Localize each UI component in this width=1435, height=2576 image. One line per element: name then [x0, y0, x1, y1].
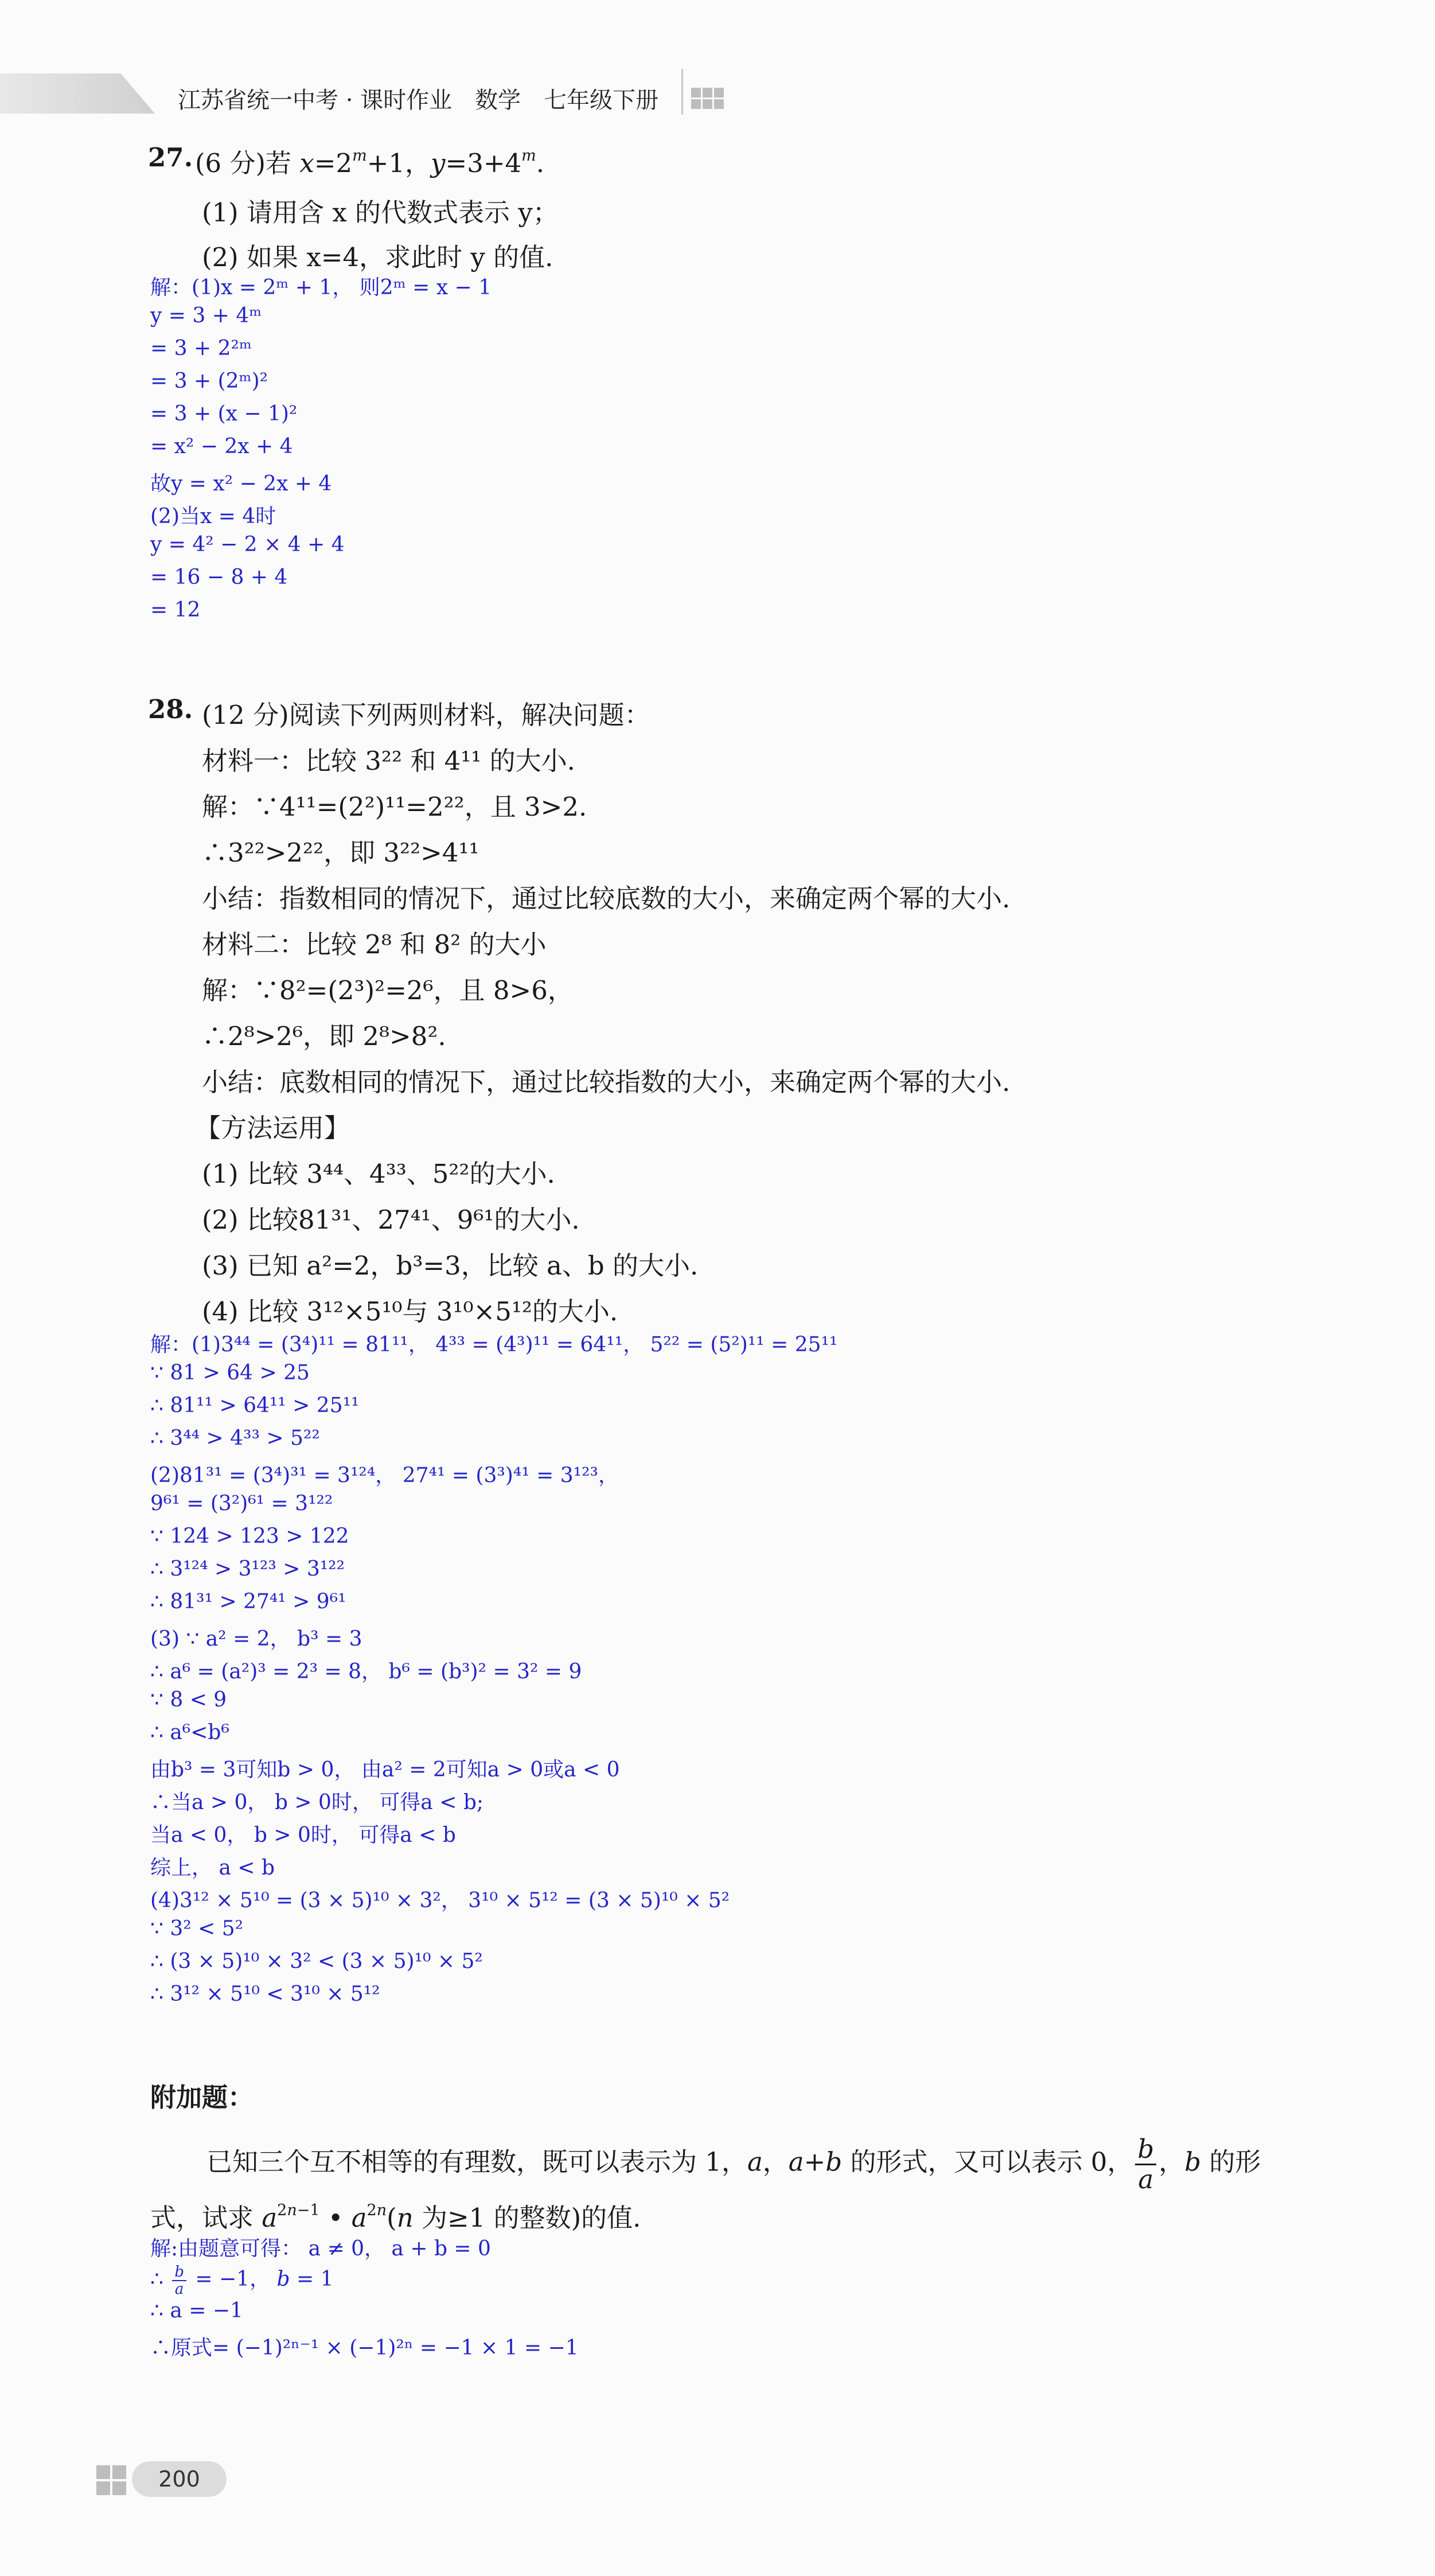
- solution-line: ∴ a⁶<b⁶: [150, 1721, 229, 1744]
- page-number: 200: [132, 2461, 227, 2497]
- question-stem: (6 分)若 $x=2^m+1$，$y=3+4^m$.: [195, 146, 545, 178]
- extra-stem-line-1: 已知三个互不相等的有理数，既可以表示为 1，a，a+b 的形式，又可以表示 0， $\frac{b}{a}$ ，b 的形: [206, 2134, 1261, 2195]
- question-number: 28.: [148, 694, 193, 724]
- material-line: 材料二：比较 2⁸ 和 8² 的大小: [202, 929, 547, 960]
- solution-line: ∵ 3² < 5²: [150, 1917, 244, 1940]
- solution-line: = x² − 2x + 4: [150, 435, 293, 458]
- solution-line: (2)81³¹ = (3⁴)³¹ = 3¹²⁴， 27⁴¹ = (3³)⁴¹ = 3¹²³，: [150, 1464, 619, 1487]
- solution-line: ∴ $\frac{b}{a}$ = −1， b = 1: [150, 2263, 334, 2298]
- solution-line: 解：(1)3⁴⁴ = (3⁴)¹¹ = 81¹¹， 4³³ = (4³)¹¹ = 64¹¹， 5²² = (5²)¹¹ = 25¹¹: [150, 1333, 838, 1357]
- question-part-3: (3) 已知 a²=2，b³=3，比较 a、b 的大小.: [202, 1250, 699, 1281]
- solution-line: ∴ a = −1: [150, 2299, 243, 2322]
- solution-line: 综上， a < b: [150, 1856, 275, 1880]
- solution-line: ∴ 3⁴⁴ > 4³³ > 5²²: [150, 1427, 320, 1450]
- material-line: 材料一：比较 3²² 和 4¹¹ 的大小.: [202, 746, 575, 776]
- material-summary: 小结：底数相同的情况下，通过比较指数的大小，来确定两个幂的大小.: [202, 1067, 1011, 1097]
- solution-line: ∵ 124 > 123 > 122: [150, 1525, 349, 1548]
- solution-line: 解：(1)x = 2ᵐ + 1， 则2ᵐ = x − 1: [150, 276, 492, 299]
- solution-line: ∴ 81³¹ > 27⁴¹ > 9⁶¹: [150, 1590, 346, 1614]
- solution-line: ∵ 81 > 64 > 25: [150, 1361, 310, 1385]
- solution-line: (3) ∵ a² = 2， b³ = 3: [150, 1627, 362, 1651]
- extra-heading: 附加题：: [150, 2082, 254, 2113]
- material-line: 解：∵8²=(2³)²=2⁶，且 8>6，: [202, 975, 574, 1006]
- header-divider: [681, 69, 683, 115]
- material-line: ∴2⁸>2⁶，即 2⁸>8².: [202, 1021, 446, 1051]
- solution-line: 由b³ = 3可知b > 0， 由a² = 2可知a > 0或a < 0: [150, 1758, 620, 1782]
- solution-line: y = 4² − 2 × 4 + 4: [150, 533, 345, 556]
- solution-line: ∴ 81¹¹ > 64¹¹ > 25¹¹: [150, 1394, 360, 1417]
- solution-line: ∴当a > 0， b > 0时， 可得a < b;: [150, 1791, 483, 1814]
- solution-line: y = 3 + 4ᵐ: [150, 304, 262, 328]
- solution-line: ∴ 3¹²⁴ > 3¹²³ > 3¹²²: [150, 1557, 345, 1581]
- question-stem: (12 分)阅读下列两则材料，解决问题：: [202, 700, 650, 730]
- solution-line: 9⁶¹ = (3²)⁶¹ = 3¹²²: [150, 1492, 333, 1515]
- question-part-2: (2) 比较81³¹、27⁴¹、9⁶¹的大小.: [202, 1205, 580, 1235]
- question-part-2: (2) 如果 x=4，求此时 y 的值.: [202, 242, 553, 272]
- header-title: 江苏省统一中考 · 课时作业 数学 七年级下册: [178, 87, 659, 114]
- material-line: 解：∵4¹¹=(2²)¹¹=2²²，且 3>2.: [202, 792, 587, 822]
- extra-stem-line-2: 式，试求 $a^{2n-1}$ • $a^{2n}(n$ 为≥1 的整数)的值.: [150, 2201, 641, 2233]
- solution-line: (2)当x = 4时: [150, 505, 276, 528]
- solution-line: = 12: [150, 598, 201, 622]
- solution-line: ∴原式= (−1)²ⁿ⁻¹ × (−1)²ⁿ = −1 × 1 = −1: [150, 2336, 579, 2360]
- solution-line: ∴ a⁶ = (a²)³ = 2³ = 8， b⁶ = (b³)² = 3² = 9: [150, 1660, 582, 1683]
- solution-line: 故y = x² − 2x + 4: [150, 472, 332, 496]
- question-part-4: (4) 比较 3¹²×5¹⁰与 3¹⁰×5¹²的大小.: [202, 1296, 618, 1327]
- solution-line: ∴ 3¹² × 5¹⁰ < 3¹⁰ × 5¹²: [150, 1982, 380, 2006]
- header-decoration: [0, 73, 155, 114]
- method-heading: 【方法运用】: [195, 1113, 350, 1143]
- solution-line: ∵ 8 < 9: [150, 1688, 227, 1712]
- solution-line: 解:由题意可得： a ≠ 0， a + b = 0: [150, 2237, 491, 2261]
- solution-line: = 3 + (x − 1)²: [150, 402, 298, 426]
- solution-line: ∴ (3 × 5)¹⁰ × 3² < (3 × 5)¹⁰ × 5²: [150, 1950, 483, 1973]
- material-line: ∴3²²>2²²，即 3²²>4¹¹: [202, 837, 479, 868]
- question-number: 27.: [148, 142, 193, 173]
- solution-line: 当a < 0， b > 0时， 可得a < b: [150, 1823, 456, 1847]
- solution-line: (4)3¹² × 5¹⁰ = (3 × 5)¹⁰ × 3²， 3¹⁰ × 5¹² = (3 × 5)¹⁰ × 5²: [150, 1889, 730, 1912]
- question-part-1: (1) 请用含 x 的代数式表示 y；: [202, 197, 559, 228]
- solution-line: = 3 + (2ᵐ)²: [150, 369, 268, 393]
- material-summary: 小结：指数相同的情况下，通过比较底数的大小，来确定两个幂的大小.: [202, 883, 1011, 914]
- question-part-1: (1) 比较 3⁴⁴、4³³、5²²的大小.: [202, 1159, 555, 1189]
- solution-line: = 16 − 8 + 4: [150, 566, 288, 589]
- solution-line: = 3 + 2²ᵐ: [150, 337, 252, 360]
